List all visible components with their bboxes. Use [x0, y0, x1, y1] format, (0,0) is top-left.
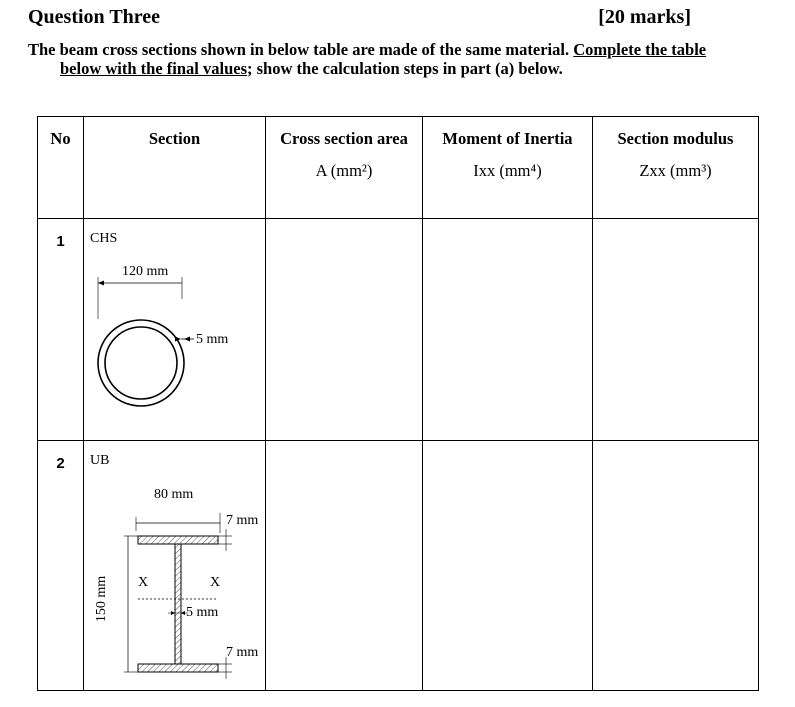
- answer-modulus-ub[interactable]: [593, 441, 759, 691]
- question-marks: [20 marks]: [598, 6, 691, 28]
- sections-table: [37, 116, 759, 691]
- axis-label-left: X: [138, 575, 149, 590]
- header-area: [266, 117, 423, 219]
- dim-height: 150 mm: [94, 575, 110, 623]
- answer-area-chs[interactable]: [266, 219, 423, 441]
- dim-flange-bottom: 7 mm: [226, 645, 259, 660]
- table-row: [38, 441, 759, 691]
- section-cell-ub: [84, 441, 266, 691]
- section-cell-chs: [84, 219, 266, 441]
- section-name: UB: [90, 453, 110, 468]
- header-area-unit: A (mm²): [315, 161, 373, 180]
- dim-diameter: 120 mm: [122, 264, 169, 279]
- chs-section-drawing: [84, 219, 266, 439]
- header-modulus: [593, 117, 759, 219]
- dim-flange-top: 7 mm: [226, 513, 259, 528]
- header-inertia: [423, 117, 593, 219]
- table-header-row: [38, 117, 759, 219]
- intro-underlined-1: Complete the table: [573, 40, 707, 59]
- ub-section-drawing: [84, 441, 266, 689]
- answer-inertia-ub[interactable]: [423, 441, 593, 691]
- intro-underlined-2: below with the final values: [60, 59, 248, 78]
- header-modulus-label: Section modulus: [617, 129, 734, 148]
- row-number: 2: [38, 441, 84, 691]
- dim-web: 5 mm: [186, 605, 219, 620]
- header-modulus-unit: Zxx (mm³): [639, 161, 712, 180]
- answer-inertia-chs[interactable]: [423, 219, 593, 441]
- header-section: Section: [84, 117, 266, 219]
- question-title: Question Three: [28, 6, 161, 28]
- header-area-label: Cross section area: [280, 129, 408, 148]
- header-no: No: [38, 117, 84, 219]
- question-instructions: [28, 40, 768, 78]
- header-inertia-unit: Ixx (mm⁴): [473, 161, 542, 180]
- answer-modulus-chs[interactable]: [593, 219, 759, 441]
- header-inertia-label: Moment of Inertia: [442, 129, 573, 148]
- intro-text: The beam cross sections shown in below table are made of the same material.: [28, 40, 570, 59]
- section-name: CHS: [90, 231, 118, 246]
- answer-area-ub[interactable]: [266, 441, 423, 691]
- row-number: 1: [38, 219, 84, 441]
- dim-thickness: 5 mm: [196, 332, 229, 347]
- axis-label-right: X: [210, 575, 221, 590]
- table-row: [38, 219, 759, 441]
- dim-width: 80 mm: [154, 487, 194, 502]
- intro-text-end: ; show the calculation steps in part (a) below.: [247, 59, 563, 78]
